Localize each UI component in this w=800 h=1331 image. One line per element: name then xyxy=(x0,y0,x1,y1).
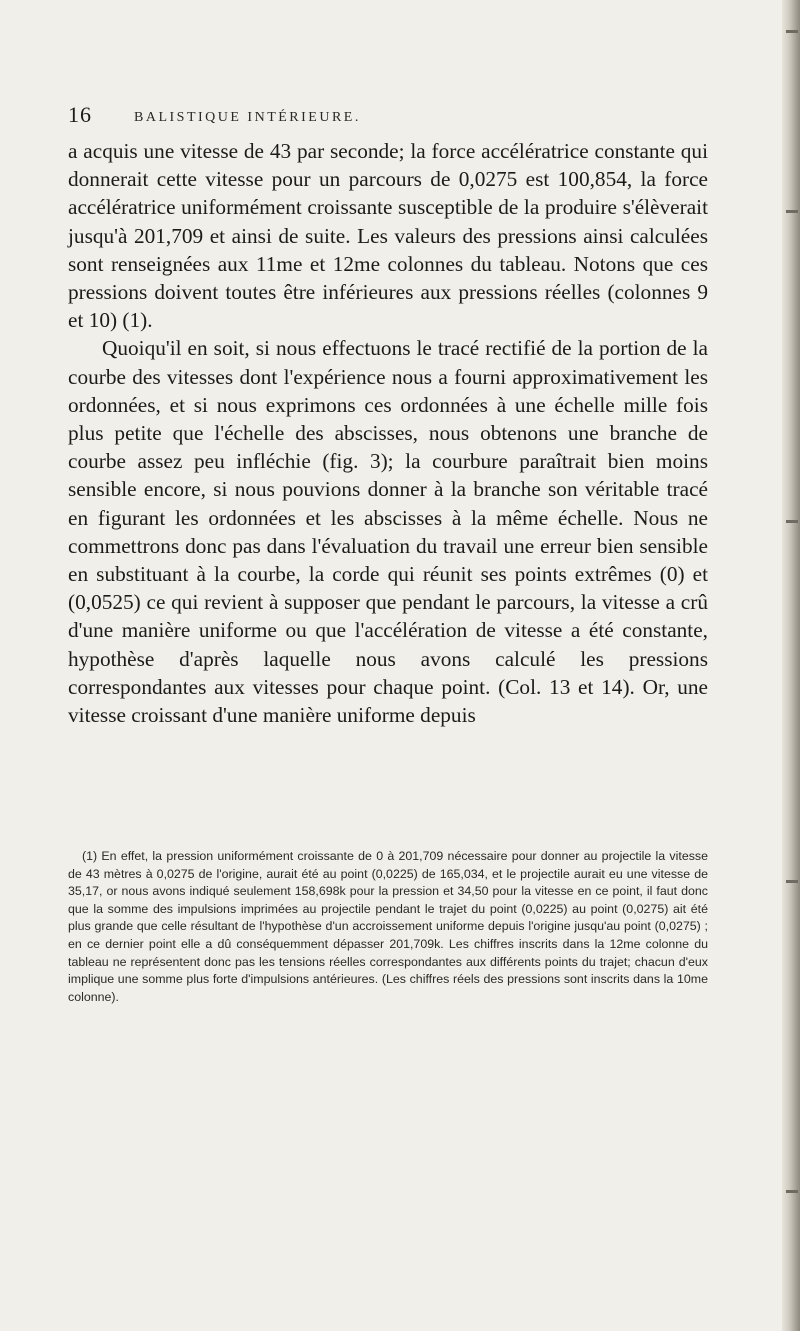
main-text xyxy=(68,137,708,729)
footnote xyxy=(68,848,708,1006)
edge-mark xyxy=(786,880,798,883)
edge-mark xyxy=(786,30,798,33)
paragraph-2: Quoiqu'il en soit, si nous effectuons le tracé rectifié de la portion de la courbe des vitesses dont l'expérience nous a fourni approximativement les ordonnées, et si nous exprimons ces ordonnées à une échelle mille fois plus petite que l'échelle des abscisses, nous obtenons une branche de courbe assez peu infléchie (fig. 3); la courbure paraîtrait bien moins sensible encore, si nous pouvions donner à la branche son véritable tracé en figurant les ordonnées et les abscisses à la même échelle. Nous ne commettrons donc pas dans l'évaluation du travail une erreur bien sensible en substituant à la courbe, la corde qui réunit ses points extrêmes (0) et (0,0525) ce qui revient à supposer que pendant le parcours, la vitesse a crû d'une manière uniforme ou que l'accélération de vitesse a été constante, hypothèse d'après laquelle nous avons calculé les pressions correspondantes aux vitesses pour chaque point. (Col. 13 et 14). Or, une vitesse croissant d'une manière uniforme depuis xyxy=(68,336,708,728)
edge-mark xyxy=(786,210,798,213)
page-number: 16 xyxy=(68,102,92,127)
page-header xyxy=(68,102,708,130)
footnote-text: (1) En effet, la pression uniformément croissante de 0 à 201,709 nécessaire pour donner au projectile la vitesse de 43 mètres à 0,0275 de l'origine, aurait été au point (0,0225) de 165,034, et le projectile aurait eu une vitesse de 35,17, or nous avons indiqué seulement 158,698k pour la pression et 34,50 pour la vitesse en ce point, il faut donc que la somme des impulsions imprimées au projectile pendant le trajet du point (0,0225) au point (0,0275) ait été plus grande que celle résultant de l'hypothèse d'un accroissement uniforme depuis l'origine jusqu'au point (0,0275) ; en ce dernier point elle a dû conséquemment dépasser 201,709k. Les chiffres inscrits dans la 12me colonne du tableau ne représentent donc pas les tensions réelles correspondantes aux différents points du trajet; chacun d'eux implique une somme plus forte d'impulsions antérieures. (Les chiffres réels des pressions sont inscrits dans la 10me colonne). xyxy=(68,849,708,1004)
page-edge-shadow xyxy=(782,0,800,1331)
edge-mark xyxy=(786,520,798,523)
running-head: BALISTIQUE INTÉRIEURE. xyxy=(134,110,361,125)
edge-mark xyxy=(786,1190,798,1193)
paragraph-1: a acquis une vitesse de 43 par seconde; la force accélératrice constante qui donnerait cette vitesse pour un parcours de 0,0275 est 100,854, la force accélératrice uniformément croissante susceptible de la produire s'élèverait jusqu'à 201,709 et ainsi de suite. Les valeurs des pressions ainsi calculées sont renseignées aux 11me et 12me colonnes du tableau. Notons que ces pressions doivent toutes être inférieures aux pressions réelles (colonnes 9 et 10) (1). xyxy=(68,139,708,333)
